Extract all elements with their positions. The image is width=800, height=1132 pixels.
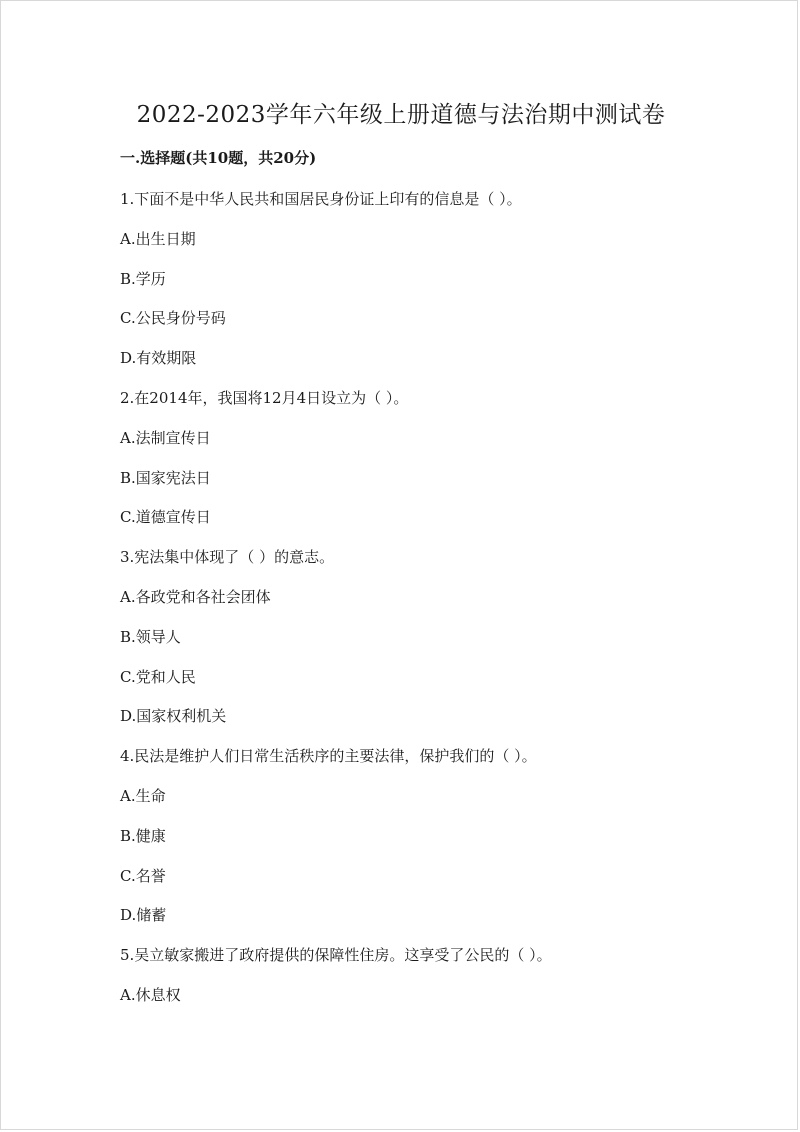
answer-option: B.国家宪法日 <box>120 468 211 487</box>
answer-option: A.各政党和各社会团体 <box>120 587 271 606</box>
answer-option: B.健康 <box>120 826 166 845</box>
answer-option: A.法制宣传日 <box>120 428 211 447</box>
question-stem: 3.宪法集中体现了（ ）的意志。 <box>120 548 335 567</box>
answer-option: C.名誉 <box>120 866 166 885</box>
answer-option: C.公民身份号码 <box>120 309 226 328</box>
answer-option: D.国家权利机关 <box>120 707 227 726</box>
answer-option: C.党和人民 <box>120 667 196 686</box>
answer-option: B.学历 <box>120 269 166 288</box>
question-stem: 2.在2014年，我国将12月4日设立为（ ）。 <box>120 388 409 407</box>
answer-option: A.出生日期 <box>120 229 196 248</box>
page-title: 2022-2023学年六年级上册道德与法治期中测试卷 <box>136 102 666 128</box>
answer-option: A.生命 <box>120 786 166 805</box>
answer-option: B.领导人 <box>120 627 181 646</box>
question-stem: 5.吴立敏家搬进了政府提供的保障性住房。这享受了公民的（ ）。 <box>120 946 552 965</box>
answer-option: A.休息权 <box>120 985 181 1004</box>
answer-option: D.储蓄 <box>120 906 167 925</box>
question-stem: 1.下面不是中华人民共和国居民身份证上印有的信息是（ ）。 <box>120 190 522 208</box>
answer-option: C.道德宣传日 <box>120 508 211 527</box>
section-heading: 一.选择题(共10题，共20分) <box>120 149 317 167</box>
question-stem: 4.民法是维护人们日常生活秩序的主要法律，保护我们的（ ）。 <box>120 747 537 766</box>
question-list <box>120 184 720 1020</box>
answer-option: D.有效期限 <box>120 349 197 368</box>
